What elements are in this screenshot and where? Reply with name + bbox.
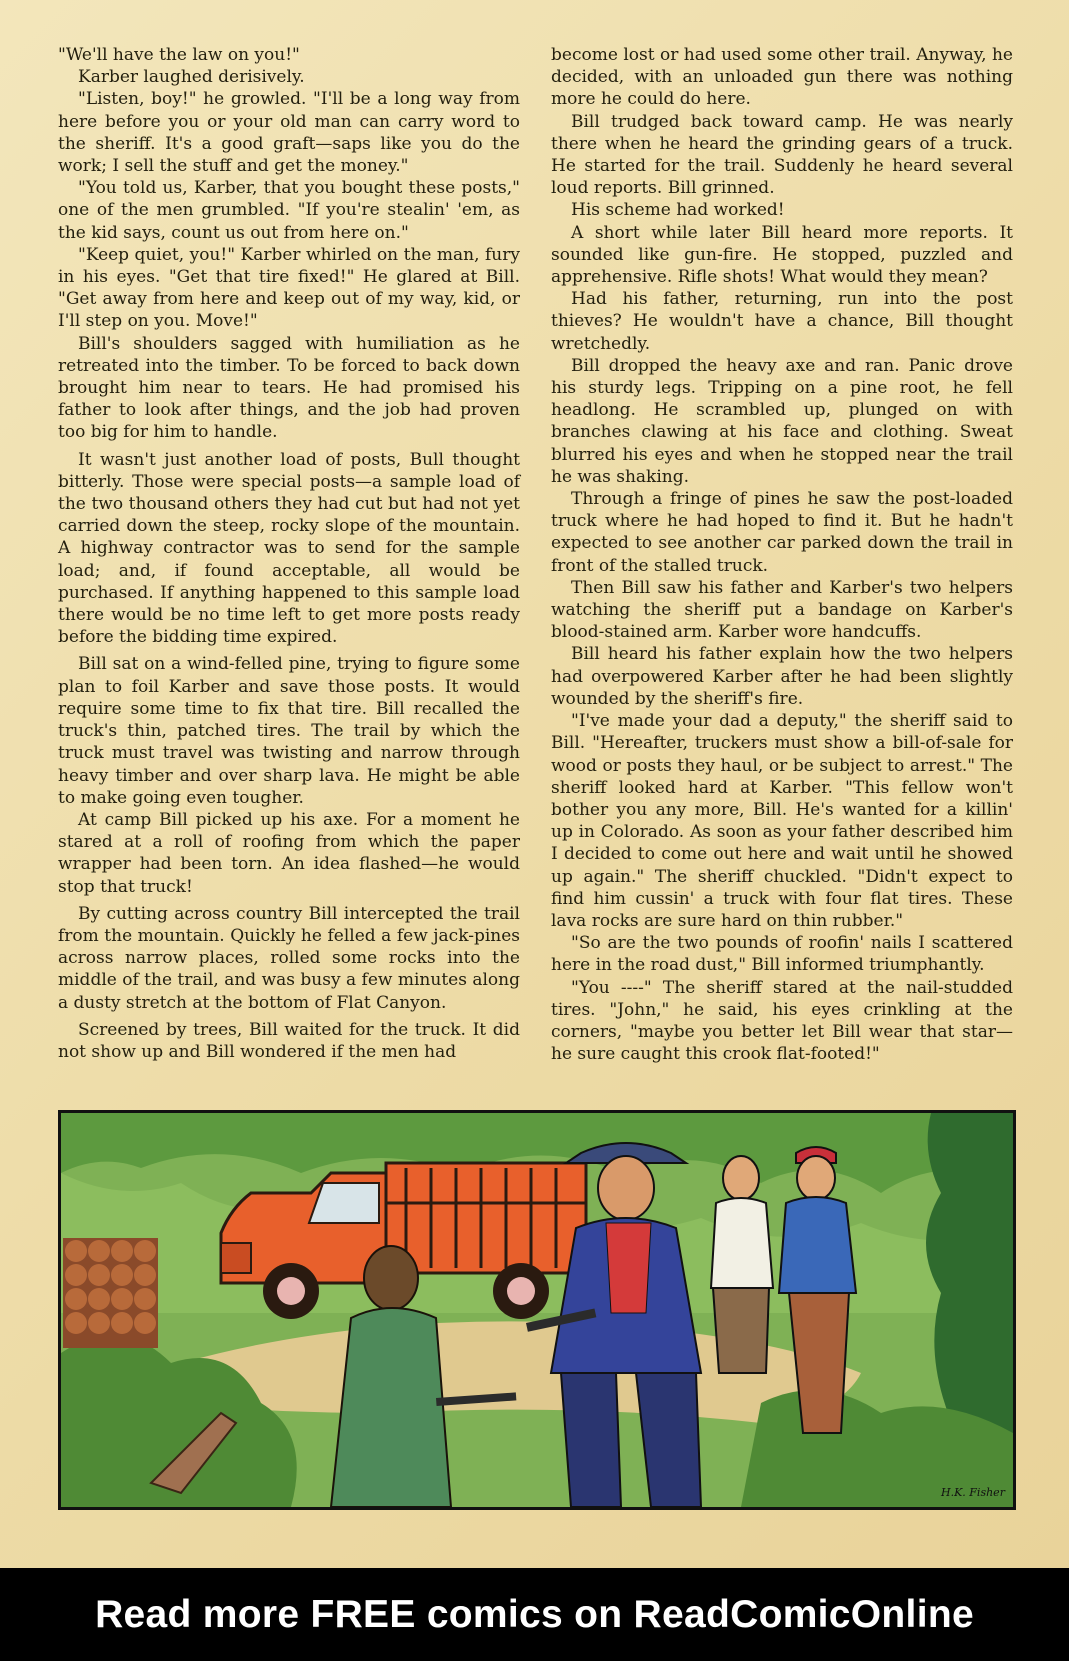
- story-column-left: [58, 44, 520, 1063]
- story-paragraph: Bill trudged back toward camp. He was nearly there when he heard the grinding gears of a truck. He started for the trail. Suddenly he heard several loud reports. Bill grinned.: [551, 111, 1013, 199]
- story-paragraph: His scheme had worked!: [571, 200, 785, 221]
- story-paragraph: Screened by trees, Bill waited for the truck. It did not show up and Bill wondered if the men had: [58, 1019, 520, 1062]
- artist-signature: H.K. Fisher: [941, 1486, 1005, 1499]
- story-paragraph: Bill's shoulders sagged with humiliation as he retreated into the timber. To be forced to back down brought him near to tears. He had promised his father to look after things, and the job had proven too big for him to handle.: [58, 333, 520, 443]
- promo-banner-text[interactable]: Read more FREE comics on ReadComicOnline: [95, 1592, 974, 1636]
- story-paragraph: "I've made your dad a deputy," the sheriff said to Bill. "Hereafter, truckers must show a bill-of-sale for wood or posts they haul, or be subject to arrest." The sheriff looked hard at Karber. "This fellow won't bother you any more, Bill. He's wanted for a killin' up in Colorado. As soon as your father described him I decided to come out here and wait until he showed up again." The sheriff chuckled. "Didn't expect to find him cussin' a truck with four flat tires. These lava rocks are sure hard on thin rubber.": [551, 711, 1013, 931]
- story-paragraph: Bill heard his father explain how the two helpers had overpowered Karber after he had been slightly wounded by the sheriff's fire.: [551, 644, 1013, 709]
- illustration-panel: [58, 1110, 1016, 1510]
- story-paragraph: A short while later Bill heard more reports. It sounded like gun-fire. He stopped, puzzled and apprehensive. Rifle shots! What would they mean?: [551, 222, 1013, 288]
- story-paragraph: Through a fringe of pines he saw the post-loaded truck where he had hoped to find it. But he hadn't expected to see another car parked down the trail in front of the stalled truck.: [551, 489, 1013, 576]
- story-paragraph: It wasn't just another load of posts, Bull thought bitterly. Those were special posts—a sample load of the two thousand others they had cut but had not yet carried down the steep, rocky slope of the mountain. A highway contractor was to send for the sample load; and, if found acceptable, all would be purchased. If anything happened to this sample load there would be no time left to get more posts ready before the bidding time expired.: [58, 449, 520, 648]
- story-paragraph: "You ----" The sheriff stared at the nail-studded tires. "John," he said, his eyes crinkling at the corners, "maybe you better let Bill wear that star—he sure caught this crook flat-footed!": [551, 977, 1013, 1065]
- story-paragraph: become lost or had used some other trail. Anyway, he decided, with an unloaded gun there was nothing more he could do here.: [551, 45, 1013, 110]
- illustration-scene: [61, 1113, 1013, 1507]
- story-paragraph: "You told us, Karber, that you bought these posts," one of the men grumbled. "If you're stealin' 'em, as the kid says, count us out from here on.": [58, 178, 520, 243]
- story-paragraph: "So are the two pounds of roofin' nails I scattered here in the road dust," Bill informed triumphantly.: [551, 933, 1013, 976]
- log-pile: [63, 1238, 158, 1348]
- story-paragraph: Had his father, returning, run into the post thieves? He wouldn't have a chance, Bill thought wretchedly.: [551, 289, 1013, 354]
- story-paragraph: Karber laughed derisively.: [78, 67, 305, 88]
- story-paragraph: "Keep quiet, you!" Karber whirled on the man, fury in his eyes. "Get that tire fixed!" He glared at Bill. "Get away from here and keep out of my way, kid, or I'll step on you. Move!": [58, 244, 520, 332]
- story-paragraph: By cutting across country Bill intercepted the trail from the mountain. Quickly he felled a few jack-pines across narrow places, rolled some rocks into the middle of the trail, and was busy a few minutes along a dusty stretch at the bottom of Flat Canyon.: [58, 903, 520, 1013]
- story-paragraph: Bill sat on a wind-felled pine, trying to figure some plan to foil Karber and save those posts. It would require some time to fix that tire. Bill recalled the truck's thin, patched tires. The trail by which the truck must travel was twisting and narrow through heavy timber and over sharp lava. He might be able to make going even tougher.: [58, 654, 520, 808]
- story-column-right: [551, 44, 1013, 1065]
- story-paragraph: Bill dropped the heavy axe and ran. Panic drove his sturdy legs. Tripping on a pine root, he fell headlong. He scrambled up, plunged on with branches clawing at his face and clothing. Sweat blurred his eyes and when he stopped near the trail he was shaking.: [551, 355, 1013, 487]
- story-paragraph: "We'll have the law on you!": [58, 45, 300, 65]
- story-paragraph: "Listen, boy!" he growled. "I'll be a long way from here before you or your old man can carry word to the sheriff. It's a good graft—saps like you do the work; I sell the stuff and get the money.": [58, 89, 520, 177]
- story-paragraph: At camp Bill picked up his axe. For a moment he stared at a roll of roofing from which the paper wrapper had been torn. An idea flashed—he would stop that truck!: [58, 809, 520, 897]
- promo-banner[interactable]: [0, 1568, 1069, 1661]
- story-paragraph: Then Bill saw his father and Karber's two helpers watching the sheriff put a bandage on Karber's blood-stained arm. Karber wore handcuffs.: [551, 577, 1013, 643]
